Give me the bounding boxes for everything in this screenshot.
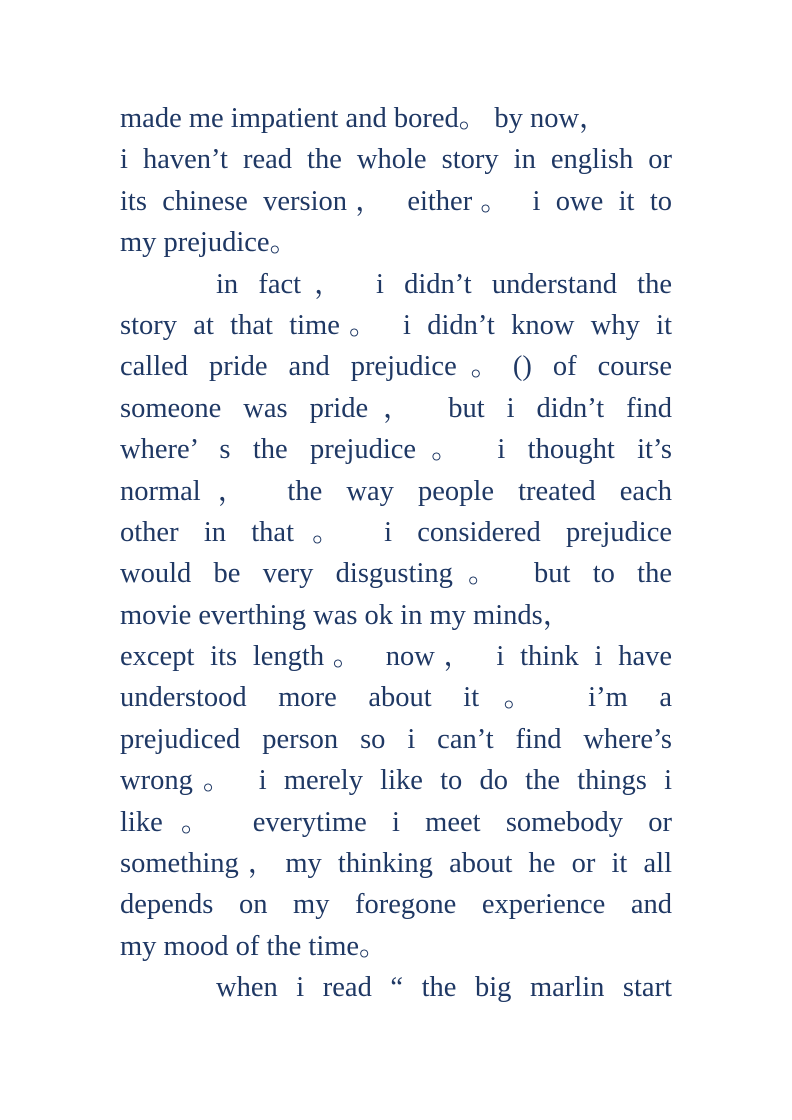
text-line-3: its chinese version， either。 i owe it to: [120, 185, 672, 217]
text-line-7: called pride and prejudice。() of course: [120, 351, 672, 383]
text-line-8: someone was pride， but i didn’t find: [120, 392, 672, 424]
text-line-13: movie everthing was ok in my minds，: [120, 599, 572, 631]
text-line-2: i haven’t read the whole story in english or: [120, 144, 672, 176]
text-line-15: understood more about it。 i’m a: [120, 682, 672, 714]
text-line-22: when i read “ the big marlin start: [216, 972, 672, 1004]
text-line-5: in fact， i didn’t understand the: [216, 268, 672, 300]
text-line-9: where’ s the prejudice。 i thought it’s: [120, 434, 672, 466]
text-line-19: something，my thinking about he or it all: [120, 848, 672, 880]
body-text: [120, 98, 672, 1009]
text-line-10: normal， the way people treated each: [120, 475, 672, 507]
text-line-14: except its length。 now， i think i have: [120, 641, 672, 673]
text-line-21: my mood of the time。: [120, 930, 388, 962]
text-line-18: like。 everytime i meet somebody or: [120, 806, 672, 838]
text-line-16: prejudiced person so i can’t find where’s: [120, 723, 672, 755]
text-line-11: other in that。 i considered prejudice: [120, 516, 672, 548]
text-line-20: depends on my foregone experience and: [120, 889, 672, 921]
text-line-12: would be very disgusting。 but to the: [120, 558, 672, 590]
text-line-6: story at that time。 i didn’t know why it: [120, 309, 672, 341]
text-line-1: made me impatient and bored。 by now，: [120, 103, 608, 134]
text-line-4: my prejudice。: [120, 227, 299, 259]
text-line-17: wrong。 i merely like to do the things i: [120, 765, 672, 797]
